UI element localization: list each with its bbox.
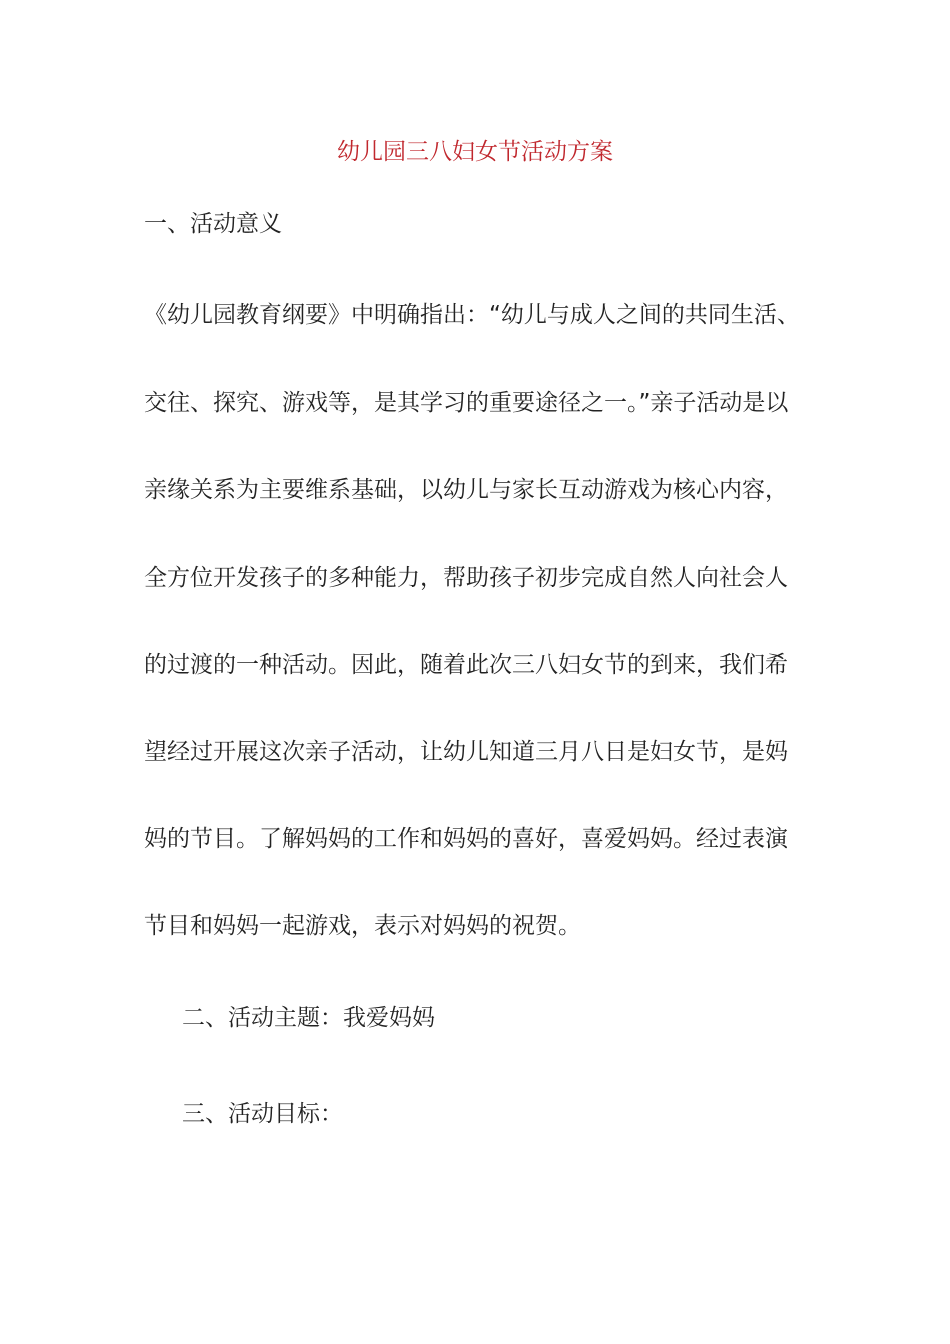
paragraph-line: 妈的节目。了解妈妈的工作和妈妈的喜好，喜爱妈妈。经过表演 bbox=[144, 826, 788, 852]
section-heading-3: 三、活动目标： bbox=[182, 1101, 343, 1127]
paragraph-line: 望经过开展这次亲子活动，让幼儿知道三月八日是妇女节，是妈 bbox=[144, 739, 788, 765]
document-title: 幼儿园三八妇女节活动方案 bbox=[337, 139, 613, 165]
section-heading-2: 二、活动主题：我爱妈妈 bbox=[182, 1005, 435, 1031]
paragraph-line: 的过渡的一种活动。因此，随着此次三八妇女节的到来，我们希 bbox=[144, 652, 788, 678]
paragraph-line: 全方位开发孩子的多种能力，帮助孩子初步完成自然人向社会人 bbox=[144, 565, 788, 591]
paragraph-line: 《幼儿园教育纲要》中明确指出：“幼儿与成人之间的共同生活、 bbox=[144, 302, 800, 328]
paragraph-line: 亲缘关系为主要维系基础，以幼儿与家长互动游戏为核心内容， bbox=[144, 477, 788, 503]
paragraph-line: 交往、探究、游戏等，是其学习的重要途径之一。”亲子活动是以 bbox=[144, 390, 789, 416]
paragraph-line: 节目和妈妈一起游戏，表示对妈妈的祝贺。 bbox=[144, 913, 581, 939]
section-heading-1: 一、活动意义 bbox=[144, 211, 282, 237]
